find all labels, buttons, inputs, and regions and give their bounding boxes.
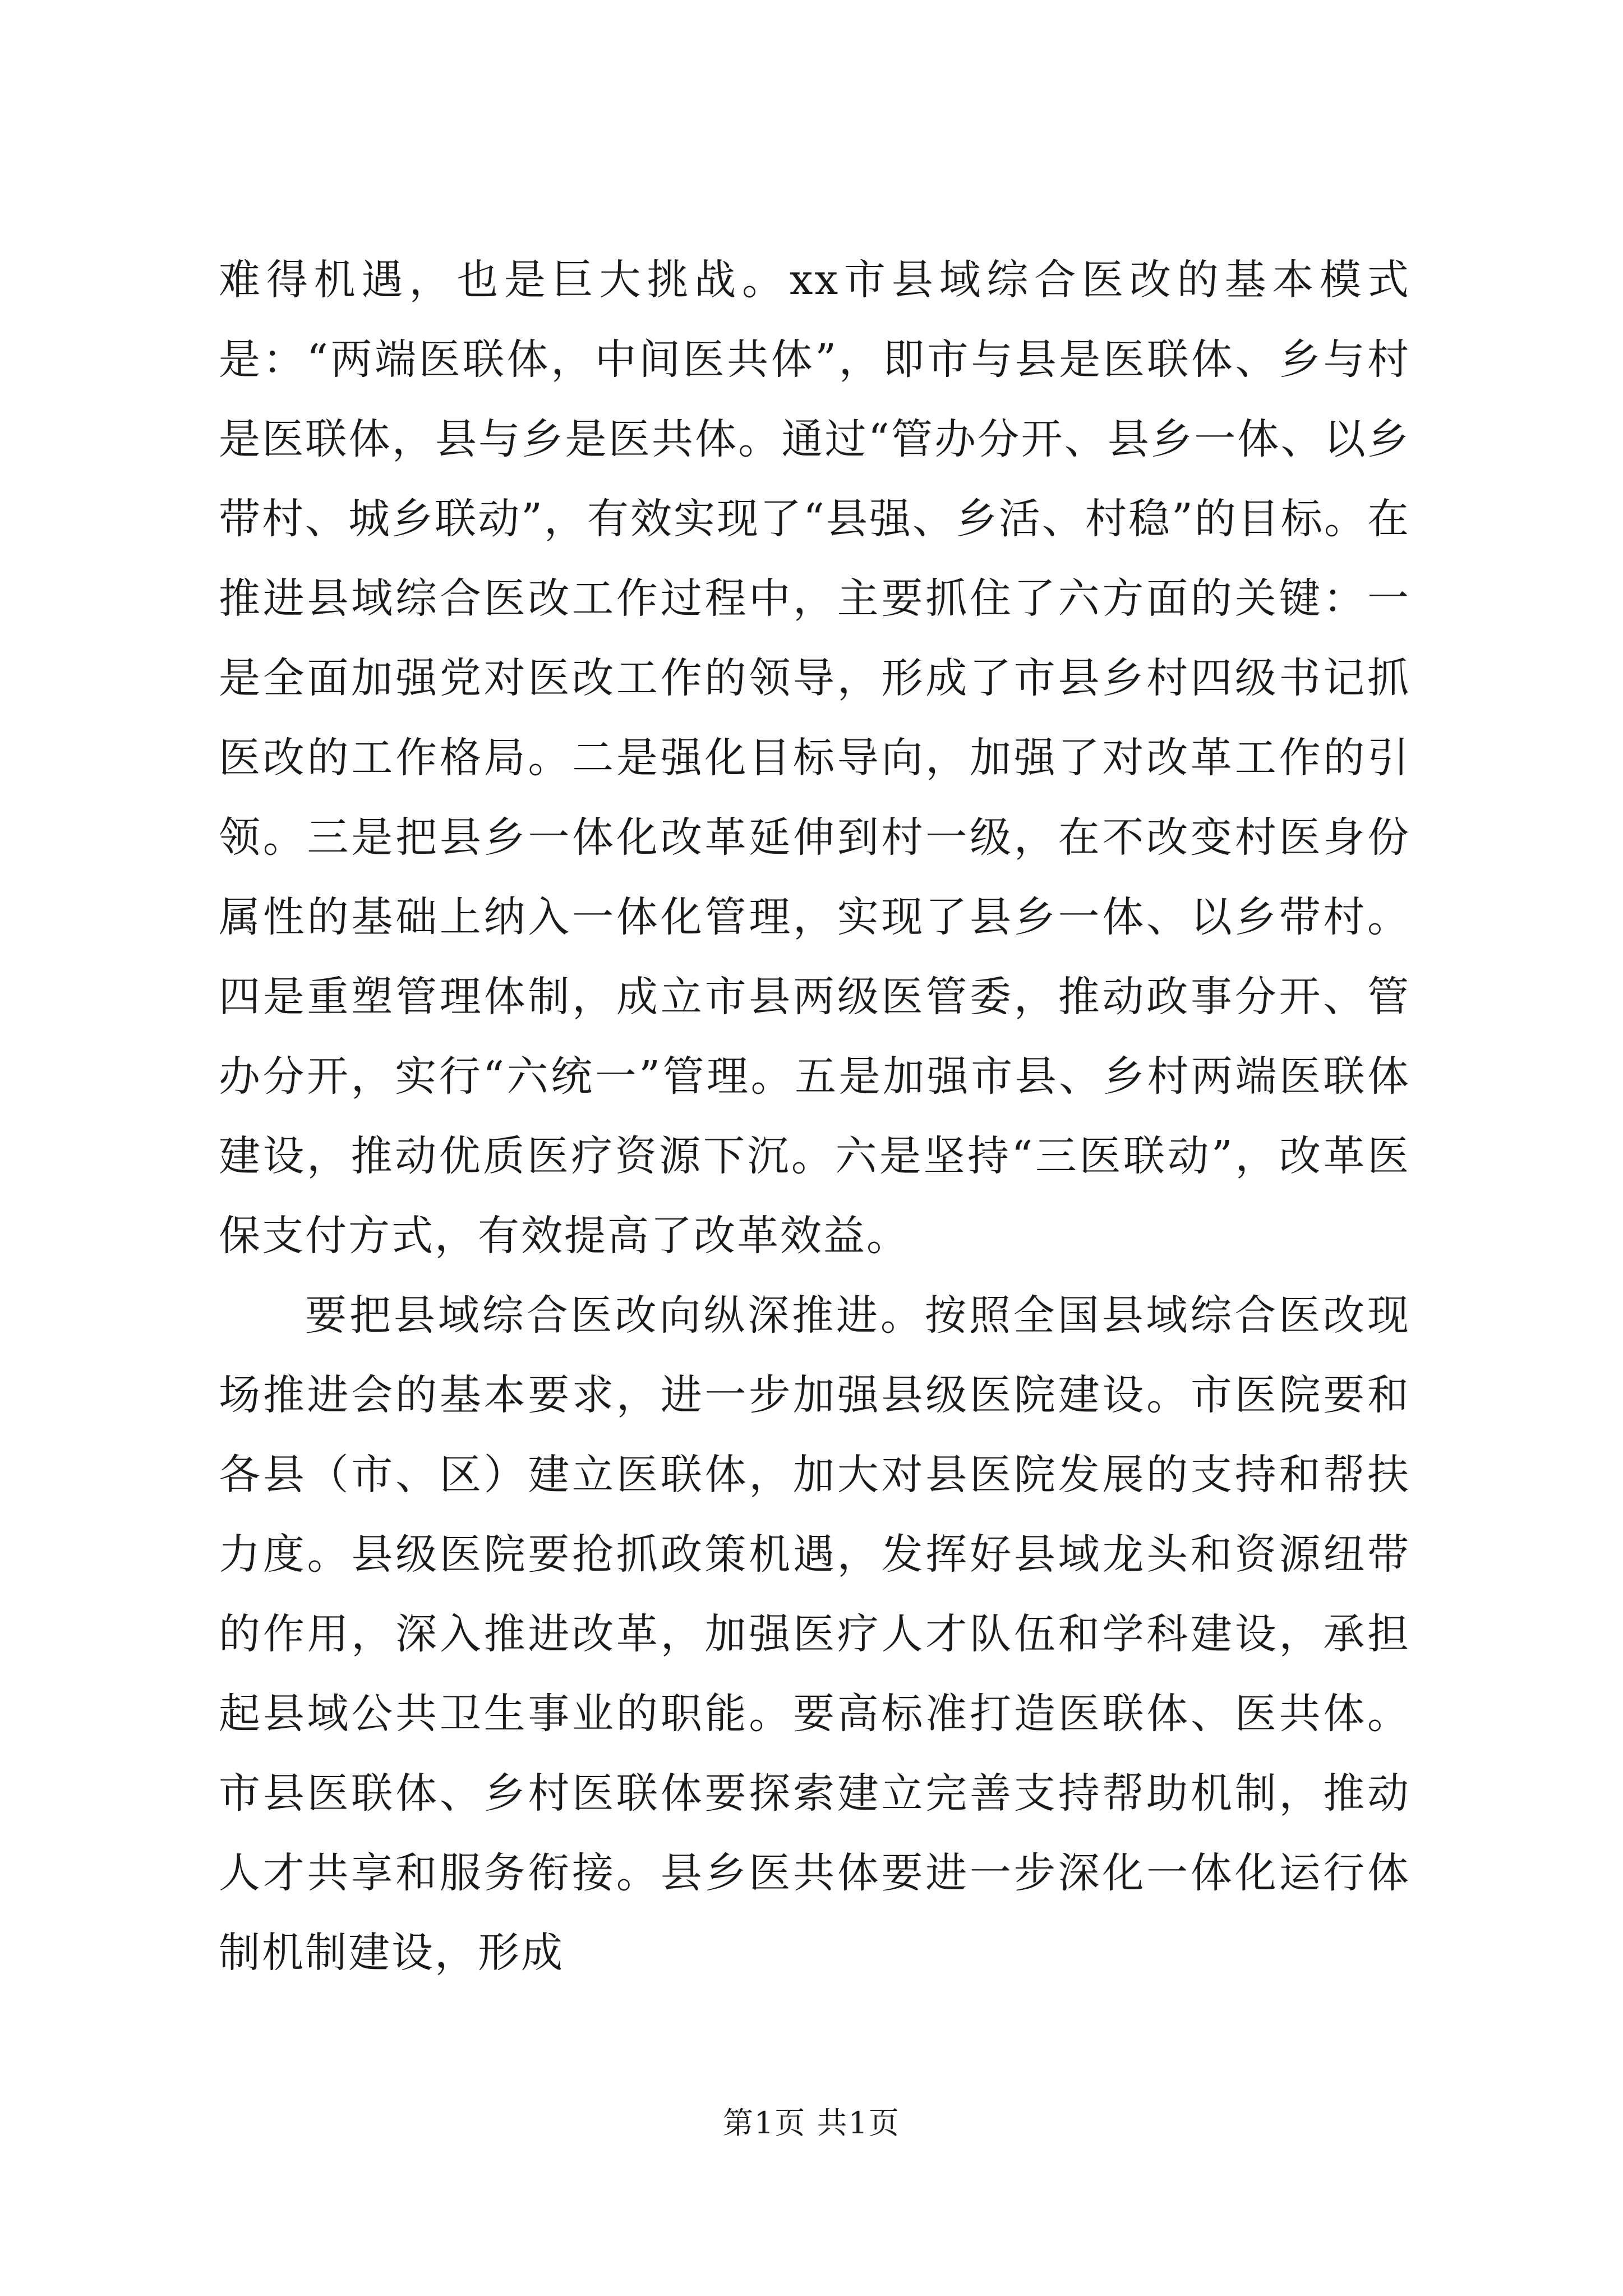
paragraph-reform-deepening: 要把县域综合医改向纵深推进。按照全国县域综合医改现场推进会的基本要求，进一步加强县级医院建设。市医院要和各县（市、区）建立医联体，加大对县医院发展的支持和帮扶力度。县级医院要抢抓政策机遇，发挥好县域龙头和资源纽带的作用，深入推进改革，加强医疗人才队伍和学科建设，承担起县域公共卫生事业的职能。要高标准打造医联体、医共体。市县医联体、乡村医联体要探索建立完善支持帮助机制，推动人才共享和服务衔接。县乡医共体要进一步深化一体化运行体制机制建设，形成	[219, 1291, 1410, 1977]
document-body	[219, 240, 1410, 1993]
page-footer: 第1页 共1页	[723, 2105, 900, 2141]
paragraph-continuation: 难得机遇，也是巨大挑战。xx市县域综合医改的基本模式是：“两端医联体，中间医共体”，即市与县是医联体、乡与村是医联体，县与乡是医共体。通过“管办分开、县乡一体、以乡带村、城乡联动”，有效实现了“县强、乡活、村稳”的目标。在推进县域综合医改工作过程中，主要抓住了六方面的关键：一是全面加强党对医改工作的领导，形成了市县乡村四级书记抓医改的工作格局。二是强化目标导向，加强了对改革工作的引领。三是把县乡一体化改革延伸到村一级，在不改变村医身份属性的基础上纳入一体化管理，实现了县乡一体、以乡带村。四是重塑管理体制，成立市县两级医管委，推动政事分开、管办分开，实行“六统一”管理。五是加强市县、乡村两端医联体建设，推动优质医疗资源下沉。六是坚持“三医联动”，改革医保支付方式，有效提高了改革效益。	[219, 256, 1410, 1260]
